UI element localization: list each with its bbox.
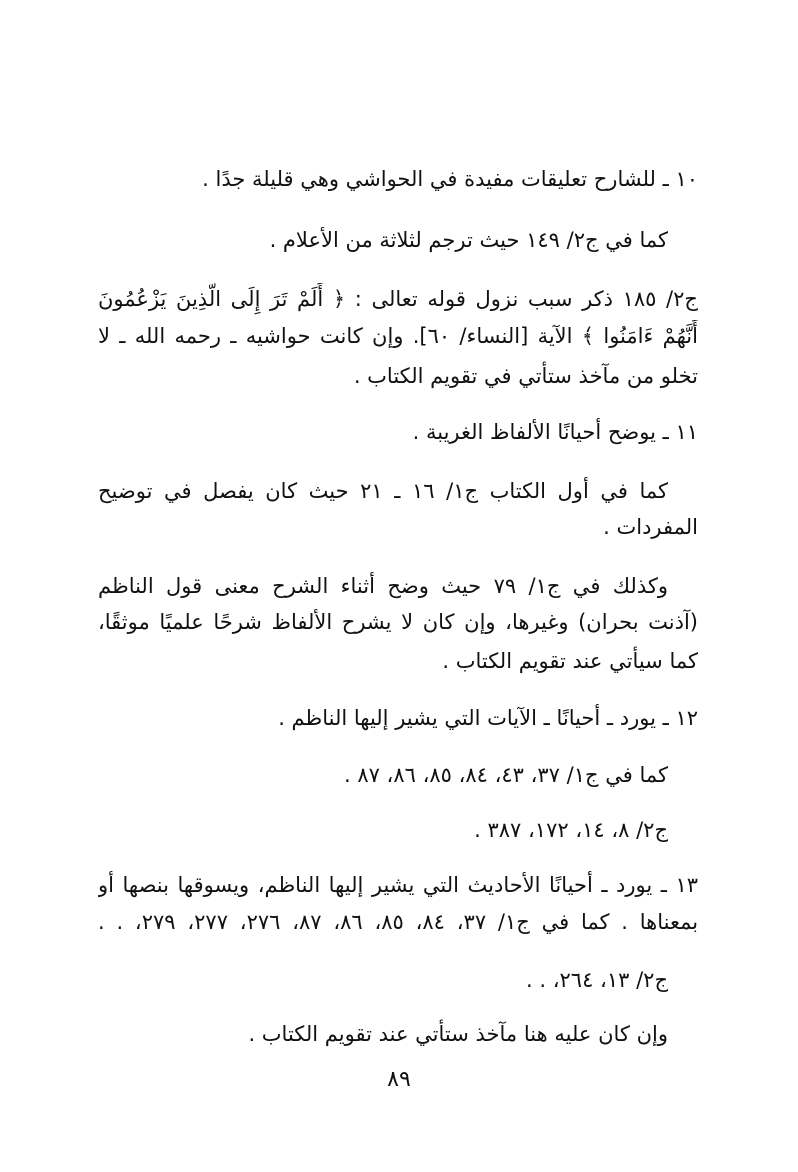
text-line: ١٠ ـ للشارح تعليقات مفيدة في الحواشي وهي قليلة جدًا .	[202, 167, 698, 191]
text-line: تخلو من مآخذ ستأتي في تقويم الكتاب .	[353, 364, 698, 388]
text-line: ج٢/ ١٣، ٢٦٤، . .	[526, 968, 668, 992]
text-line: كما في ج٢/ ١٤٩ حيث ترجم لثلاثة من الأعلام .	[269, 228, 668, 252]
text-line: وإن كان عليه هنا مآخذ ستأتي عند تقويم الكتاب .	[248, 1022, 668, 1046]
text-line: أَنَّهُمْ ءَامَنُوا ﴾ الآية [النساء/ ٦٠]. وإن كانت حواشيه ـ رحمه الله ـ لا	[98, 324, 698, 348]
page-number: ٨٩	[387, 1067, 411, 1092]
text-line: ١٣ ـ يورد ـ أحيانًا الأحاديث التي يشير إليها الناظم، ويسوقها بنصها أو	[98, 873, 698, 897]
text-line: كما سيأتي عند تقويم الكتاب .	[442, 649, 698, 673]
text-line: ج٢/ ٨، ١٤، ١٧٢، ٣٨٧ .	[474, 818, 668, 842]
text-line: ١١ ـ يوضح أحيانًا الألفاظ الغريبة .	[412, 420, 698, 444]
text-line: وكذلك في ج١/ ٧٩ حيث وضح أثناء الشرح معنى قول الناظم	[98, 574, 668, 598]
text-line: كما في ج١/ ٣٧، ٤٣، ٨٤، ٨٥، ٨٦، ٨٧ .	[343, 763, 668, 787]
text-line: (آذنت بحران) وغيرها، وإن كان لا يشرح الألفاظ شرحًا علميًا موثقًا،	[98, 610, 698, 634]
text-line: المفردات .	[603, 515, 698, 539]
text-line: بمعناها . كما في ج١/ ٣٧، ٨٤، ٨٥، ٨٦، ٨٧، ٢٧٦، ٢٧٧، ٢٧٩، . .	[98, 910, 698, 934]
text-line: ١٢ ـ يورد ـ أحيانًا ـ الآيات التي يشير إليها الناظم .	[278, 706, 698, 730]
text-line: ج٢/ ١٨٥ ذكر سبب نزول قوله تعالى : ﴿ أَلَمْ تَرَ إِلَى الَّذِينَ يَزْعُمُونَ	[98, 287, 698, 311]
text-line: كما في أول الكتاب ج١/ ١٦ ـ ٢١ حيث كان يفصل في توضيح	[98, 479, 668, 503]
